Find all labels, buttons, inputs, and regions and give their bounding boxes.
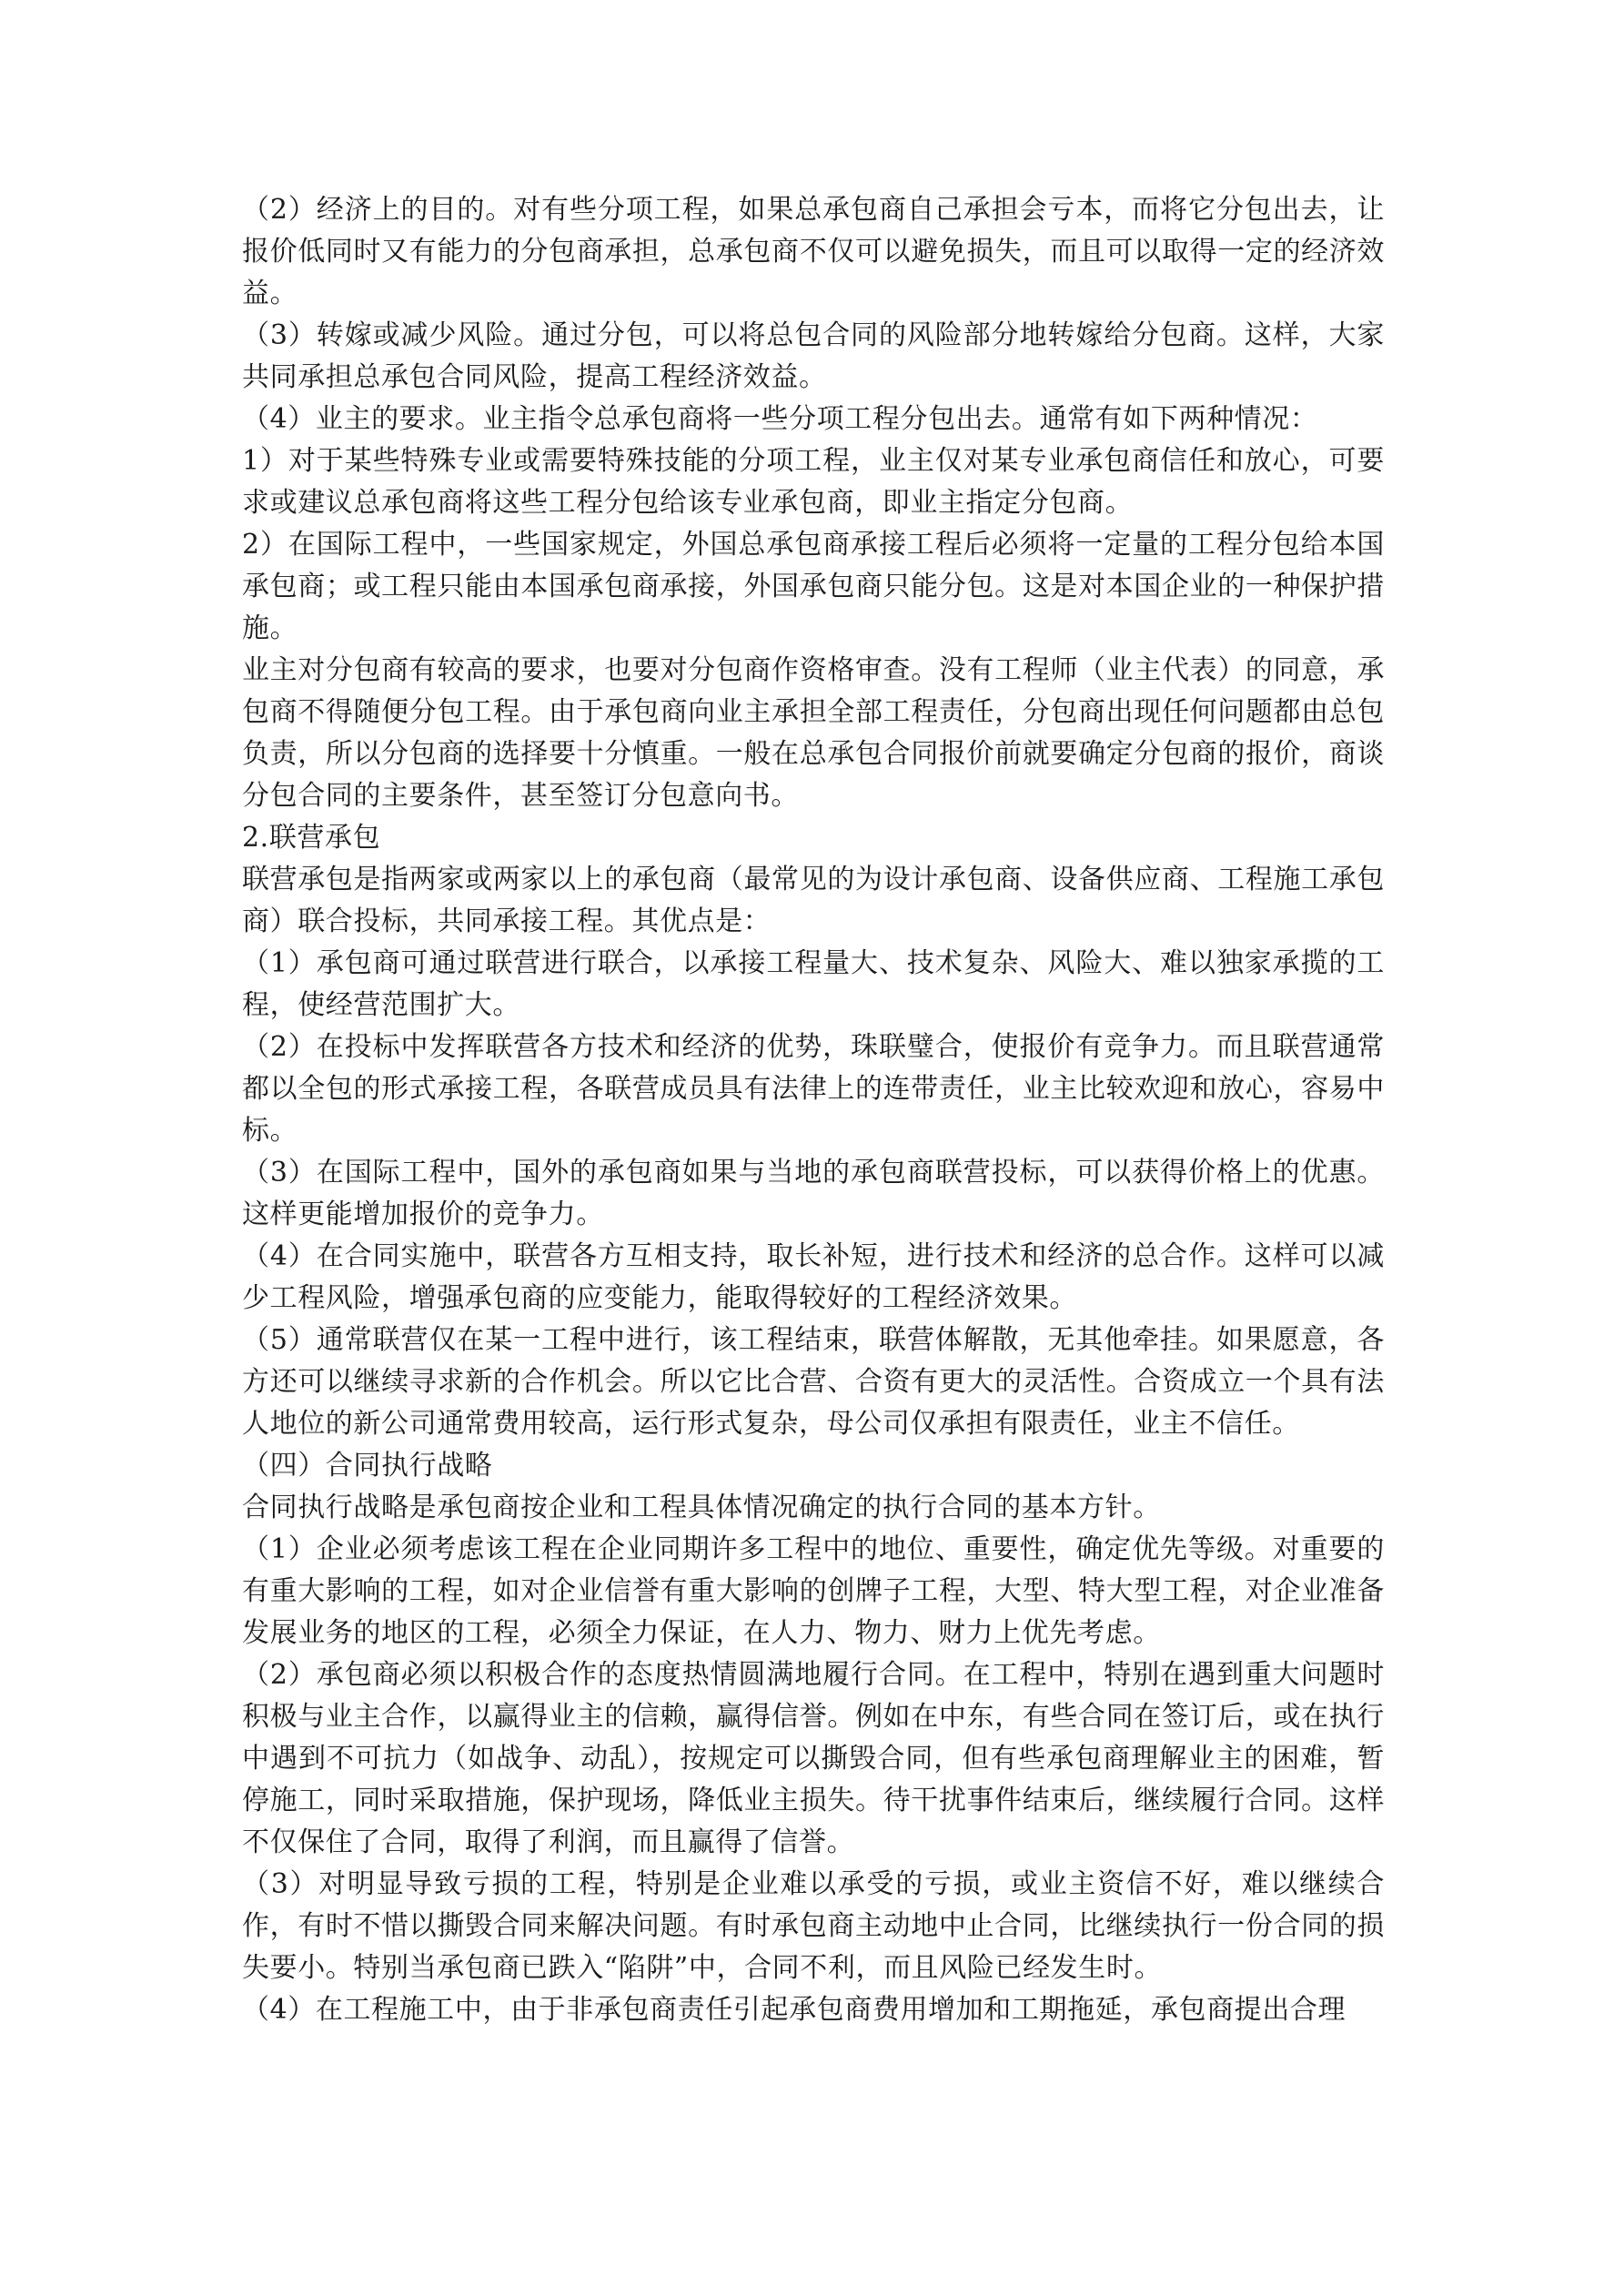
paragraph-jv-advantage-2: （2）在投标中发挥联营各方技术和经济的优势，珠联璧合，使报价有竞争力。而且联营通常都以全包的形式承接工程，各联营成员具有法律上的连带责任，业主比较欢迎和放心，容易中标。 [242, 1031, 1385, 1147]
section-heading-joint-venture: 2.联营承包 [242, 822, 381, 854]
paragraph-special-specialty: 1）对于某些特殊专业或需要特殊技能的分项工程，业主仅对某专业承包商信任和放心，可要求或建议总承包商将这些工程分包给该专业承包商，即业主指定分包商。 [242, 445, 1385, 519]
paragraph-owner-requirement: （4）业主的要求。业主指令总承包商将一些分项工程分包出去。通常有如下两种情况： [242, 403, 1318, 435]
paragraph-economic-purpose: （2）经济上的目的。对有些分项工程，如果总承包商自己承担会亏本，而将它分包出去，让报价低同时又有能力的分包商承担，总承包商不仅可以避免损失，而且可以取得一定的经济效益。 [242, 194, 1385, 309]
paragraph-strategy-definition: 合同执行战略是承包商按企业和工程具体情况确定的执行合同的基本方针。 [242, 1492, 1161, 1523]
paragraph-strategy-2: （2）承包商必须以积极合作的态度热情圆满地履行合同。在工程中，特别在遇到重大问题时积极与业主合作，以赢得业主的信赖，赢得信誉。例如在中东，有些合同在签订后，或在执行中遇到不可抗力（如战争、动乱），按规定可以撕毁合同，但有些承包商理解业主的困难，暂停施工，同时采取措施，保护现场，降低业主损失。待干扰事件结束后，继续履行合同。这样不仅保住了合同，取得了利润，而且赢得了信誉。 [242, 1659, 1385, 1858]
paragraph-joint-venture-definition: 联营承包是指两家或两家以上的承包商（最常见的为设计承包商、设备供应商、工程施工承包商）联合投标，共同承接工程。其优点是： [242, 864, 1385, 937]
paragraph-jv-advantage-4: （4）在合同实施中，联营各方互相支持，取长补短，进行技术和经济的总合作。这样可以减少工程风险，增强承包商的应变能力，能取得较好的工程经济效果。 [242, 1240, 1385, 1314]
document-body [242, 189, 1385, 2031]
paragraph-strategy-1: （1）企业必须考虑该工程在企业同期许多工程中的地位、重要性，确定优先等级。对重要的有重大影响的工程，如对企业信誉有重大影响的创牌子工程，大型、特大型工程，对企业准备发展业务的地区的工程，必须全力保证，在人力、物力、财力上优先考虑。 [242, 1533, 1385, 1649]
paragraph-jv-advantage-1: （1）承包商可通过联营进行联合，以承接工程量大、技术复杂、风险大、难以独家承揽的工程，使经营范围扩大。 [242, 947, 1385, 1021]
paragraph-subcontractor-qualification: 业主对分包商有较高的要求，也要对分包商作资格审查。没有工程师（业主代表）的同意，承包商不得随便分包工程。由于承包商向业主承担全部工程责任，分包商出现任何问题都由总包负责，所以分包商的选择要十分慎重。一般在总承包合同报价前就要确定分包商的报价，商谈分包合同的主要条件，甚至签订分包意向书。 [242, 654, 1385, 812]
section-heading-contract-strategy: （四）合同执行战略 [242, 1450, 493, 1482]
paragraph-jv-advantage-3: （3）在国际工程中，国外的承包商如果与当地的承包商联营投标，可以获得价格上的优惠。这样更能增加报价的竞争力。 [242, 1157, 1385, 1230]
paragraph-strategy-3: （3）对明显导致亏损的工程，特别是企业难以承受的亏损，或业主资信不好，难以继续合作，有时不惜以撕毁合同来解决问题。有时承包商主动地中止合同，比继续执行一份合同的损失要小。特别当承包商已跌入“陷阱”中，合同不利，而且风险已经发生时。 [242, 1868, 1385, 1984]
paragraph-risk-transfer: （3）转嫁或减少风险。通过分包，可以将总包合同的风险部分地转嫁给分包商。这样，大家共同承担总承包合同风险，提高工程经济效益。 [242, 319, 1385, 393]
paragraph-jv-advantage-5: （5）通常联营仅在某一工程中进行，该工程结束，联营体解散，无其他牵挂。如果愿意，各方还可以继续寻求新的合作机会。所以它比合营、合资有更大的灵活性。合资成立一个具有法人地位的新公司通常费用较高，运行形式复杂，母公司仅承担有限责任，业主不信任。 [242, 1324, 1385, 1440]
paragraph-strategy-4: （4）在工程施工中，由于非承包商责任引起承包商费用增加和工期拖延，承包商提出合理 [242, 1994, 1347, 2026]
paragraph-international-rule: 2）在国际工程中，一些国家规定，外国总承包商承接工程后必须将一定量的工程分包给本国承包商；或工程只能由本国承包商承接，外国承包商只能分包。这是对本国企业的一种保护措施。 [242, 529, 1385, 644]
